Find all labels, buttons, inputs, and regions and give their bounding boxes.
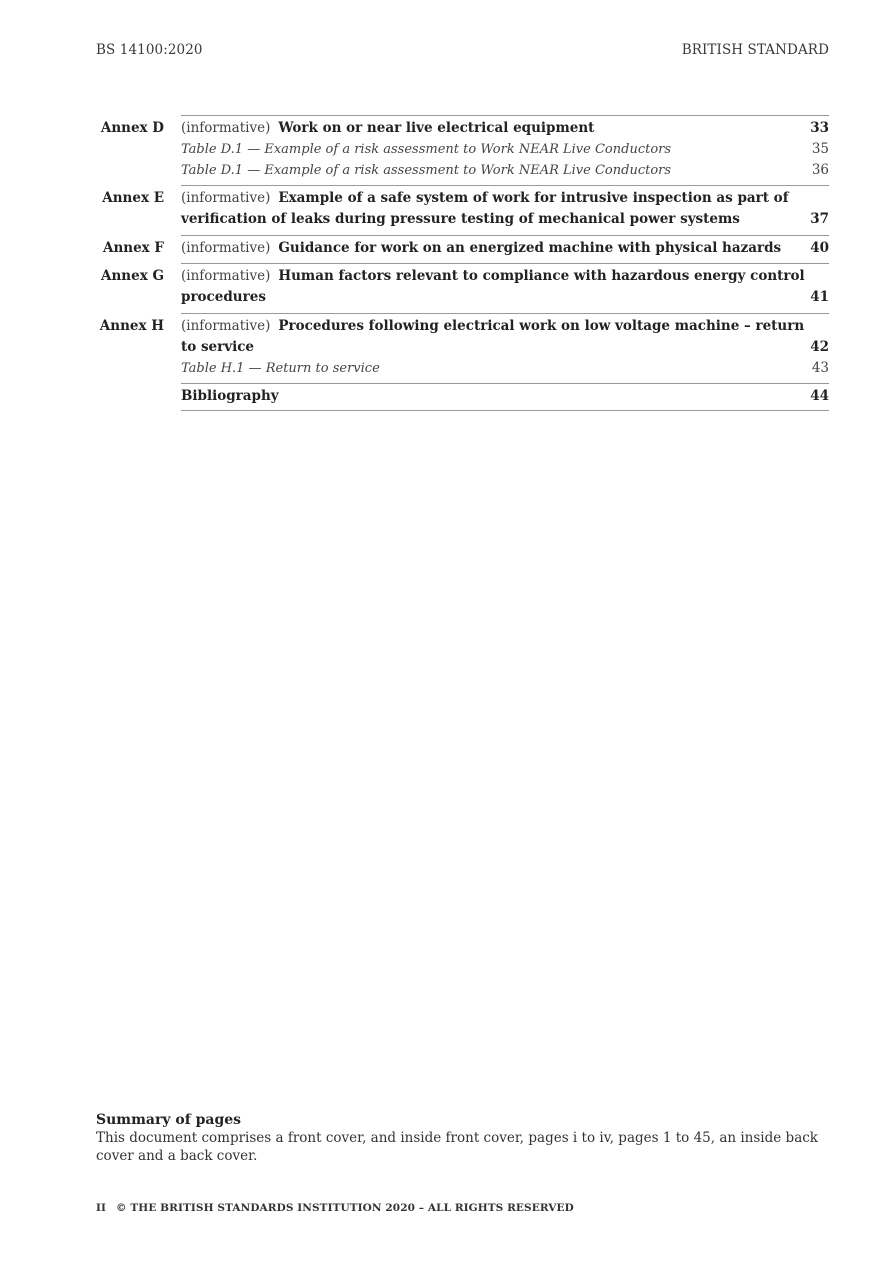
toc-divider — [181, 313, 829, 314]
page-number: 36 — [811, 162, 829, 178]
page-number: 42 — [810, 339, 829, 355]
annex-title-continued: to service — [181, 339, 255, 355]
annex-kind: (informative) — [181, 318, 271, 334]
toc-entry-annex-f[interactable] — [0, 235, 892, 263]
annex-kind: (informative) — [181, 190, 271, 206]
annex-kind: (informative) — [181, 120, 271, 136]
toc-divider — [181, 263, 829, 264]
annex-title-continued: procedures — [181, 289, 266, 305]
annex-label: Annex E — [102, 190, 164, 206]
toc-entry-annex-g[interactable] — [0, 263, 892, 313]
page-number: 35 — [811, 141, 829, 157]
annex-title: Procedures following electrical work on low voltage machine – return — [278, 318, 805, 334]
annex-kind: (informative) — [181, 268, 271, 284]
toc-entry-annex-e[interactable] — [0, 185, 892, 235]
toc-entry-annex-d[interactable] — [0, 115, 892, 185]
bibliography-heading — [181, 386, 741, 407]
toc-entry-bibliography[interactable] — [0, 383, 892, 411]
page-number: 44 — [810, 388, 829, 404]
toc-divider — [181, 235, 829, 236]
bibliography-title: Bibliography — [181, 388, 279, 404]
summary-of-pages — [96, 1111, 831, 1165]
toc-entry-annex-h[interactable] — [0, 313, 892, 383]
toc-divider — [181, 115, 829, 116]
annex-heading — [181, 316, 805, 337]
page-footer — [96, 1202, 574, 1214]
page-number: 40 — [810, 240, 829, 256]
page-number: 41 — [810, 289, 829, 305]
summary-title: Summary of pages — [96, 1112, 242, 1128]
annex-kind: (informative) — [181, 240, 271, 256]
page-number: 37 — [810, 211, 829, 227]
page-number: 43 — [811, 360, 829, 376]
annex-label: Annex G — [101, 268, 164, 284]
annex-label: Annex D — [100, 120, 164, 136]
annex-label: Annex F — [102, 240, 164, 256]
annex-title: Work on or near live electrical equipment — [278, 120, 595, 136]
annex-label: Annex H — [99, 318, 164, 334]
running-header-title: BRITISH STANDARD — [681, 42, 829, 58]
annex-heading — [181, 118, 741, 139]
page-number: 33 — [810, 120, 829, 136]
toc-divider — [181, 410, 829, 411]
summary-text: This document comprises a front cover, and inside front cover, pages i to iv, pages 1 to 45, an inside back cover and a back cover. — [96, 1130, 818, 1164]
footer-copyright: © THE BRITISH STANDARDS INSTITUTION 2020 – ALL RIGHTS RESERVED — [116, 1202, 574, 1214]
table-entry-title[interactable]: Table H.1 — Return to service — [181, 361, 380, 376]
table-entry-title[interactable]: Table D.1 — Example of a risk assessment to Work NEAR Live Conductors — [181, 163, 672, 178]
annex-title: Guidance for work on an energized machine with physical hazards — [278, 240, 782, 256]
running-header-standard-number: BS 14100:2020 — [96, 42, 203, 58]
toc-divider — [181, 185, 829, 186]
annex-title-continued: verification of leaks during pressure testing of mechanical power systems — [181, 211, 740, 227]
annex-title: Example of a safe system of work for intrusive inspection as part of — [278, 190, 789, 206]
footer-page-number: II — [96, 1202, 107, 1214]
annex-title: Human factors relevant to compliance with hazardous energy control — [278, 268, 805, 284]
annex-heading — [181, 266, 805, 287]
annex-heading — [181, 238, 782, 259]
toc-divider — [181, 383, 829, 384]
table-entry-title[interactable]: Table D.1 — Example of a risk assessment to Work NEAR Live Conductors — [181, 142, 672, 157]
annex-heading — [181, 188, 789, 209]
